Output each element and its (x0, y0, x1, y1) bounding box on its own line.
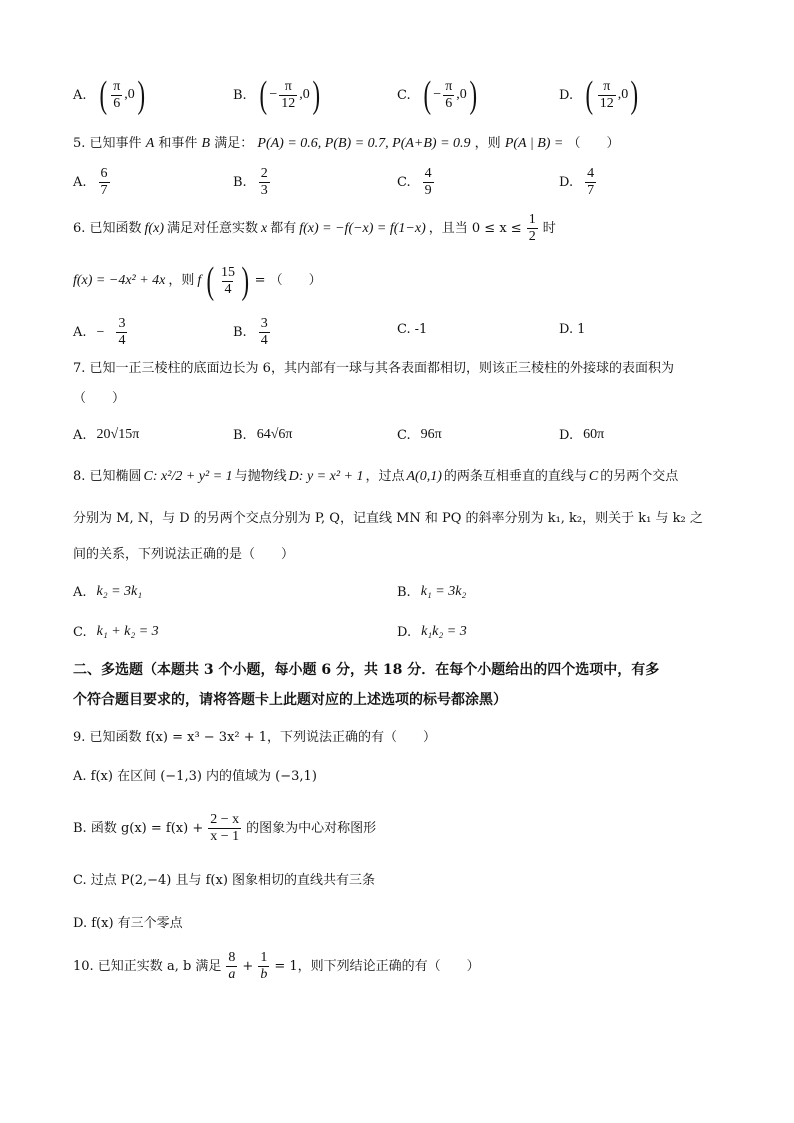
q10-plus: + (242, 958, 254, 974)
q7-option-c (397, 427, 442, 443)
option-text: k₁k₂ = 3 (421, 624, 467, 639)
q9-stem: 9. 已知函数 f(x) = x³ − 3x² + 1，下列说法正确的有（ ） (73, 730, 437, 745)
option-text: 1 (577, 322, 586, 337)
q8-option-b (397, 584, 466, 600)
option-text: -1 (414, 322, 428, 337)
q6-cond: ，且当 0 ≤ x ≤ (428, 220, 522, 236)
option-label: A. (73, 325, 87, 340)
section2-heading-line2: 个符合题目要求的，请将答题卡上此题对应的上述选项的标号都涂黑） (73, 692, 507, 708)
option-label: A. (73, 175, 87, 190)
q6-formula-line: f(x) = −4x² + 4x ，则 f ( $\frac{15}{4}$ ) = （ ） (73, 260, 322, 302)
q8-text-c: ，过点 (365, 469, 405, 484)
option-text: 20√15π (96, 427, 140, 442)
option-text: k₁ = 3k₂ (420, 584, 467, 599)
q5-option-b-frac: $\frac{2}{3}$ (260, 166, 268, 198)
q10-suffix: = 1，则下列结论正确的有（ ） (274, 958, 480, 974)
q5-blank: （ ） (567, 136, 620, 151)
q6-identity: f(x) = −f(−x) = f(1−x) (299, 220, 426, 236)
q8-parabola: D: y = x² + 1 (288, 469, 364, 484)
option-label: C. (397, 87, 411, 103)
q9-option-a: A. f(x) 在区间 (−1,3) 内的值域为 (−3,1) (73, 769, 317, 784)
q9-b-frac: $\frac{2 - x}{x - 1}$ (210, 812, 240, 844)
q5-mid2: 满足： (214, 136, 254, 151)
q7-stem: 7. 已知一正三棱柱的底面边长为 6，其内部有一球与其各表面都相切，则该正三棱柱的外接球的表面积为 (73, 361, 674, 376)
q8-text-e: 的另两个交点 (600, 469, 679, 484)
q6-prefix: 6. 已知函数 (73, 220, 142, 236)
q6-option-b: B. $\frac{3}{4}$ (233, 316, 268, 348)
q5-option-a (73, 166, 112, 199)
option-label: D. (559, 322, 574, 337)
option-label: B. (233, 427, 247, 443)
q8-option-a (73, 584, 142, 600)
q5-option-d-frac: $\frac{4}{7}$ (587, 166, 595, 198)
q10-frac2: $\frac{1}{b}$ (260, 950, 268, 982)
q4-option-c (397, 76, 479, 114)
q7-option-a (73, 427, 139, 443)
option-label: A. (73, 427, 87, 443)
q8-text-a: 8. 已知椭圆 (73, 469, 142, 484)
q4-option-c-expr: ( − $\frac{\pi}{6}$ ,0 ) (423, 74, 477, 116)
q4-option-b-expr: ( − $\frac{\pi}{12}$ ,0 ) (259, 74, 320, 116)
q9-option-c: C. 过点 P(2,−4) 且与 f(x) 图象相切的直线共有三条 (73, 873, 376, 888)
q4-option-a-expr: ( $\frac{\pi}{6}$ ,0 ) (99, 74, 145, 116)
q4-option-b (233, 76, 322, 114)
q6-half-frac: $\frac{1}{2}$ (528, 212, 536, 244)
q9-b-suffix: 的图象为中心对称图形 (246, 820, 377, 836)
q6-ask-expr: ( $\frac{15}{4}$ ) (206, 260, 250, 302)
q8-ellipse: C: x²/2 + y² = 1 (143, 469, 233, 484)
option-label: B. (233, 175, 247, 190)
q4-option-d (559, 76, 641, 114)
option-label: D. (559, 87, 574, 103)
option-label: B. (397, 584, 411, 600)
q5-condition: P(A) = 0.6, P(B) = 0.7, P(A+B) = 0.9 (257, 136, 471, 151)
q8-line2: 分别为 M, N，与 D 的另两个交点分别为 P, Q，记直线 MN 和 PQ 的斜率分别为 k₁, k₂，则关于 k₁ 与 k₂ 之 (73, 511, 703, 526)
option-label: C. (73, 624, 87, 640)
q6-cond-end: 时 (542, 220, 556, 236)
option-label: D. (559, 427, 574, 443)
q5-stem: 5. 已知事件 A 和事件 B 满足： P(A) = 0.6, P(B) = 0.7, P(A+B) = 0.9 ，则 P(A | B) = （ ） (73, 136, 620, 151)
section2-heading-line1: 二、多选题（本题共 3 个小题，每小题 6 分，共 18 分．在每个小题给出的四个选项中，有多 (73, 662, 660, 678)
q9-option-b (73, 812, 376, 845)
q6-blank: = （ ） (254, 273, 322, 288)
q6-option-c (397, 322, 427, 337)
option-label: D. (397, 624, 412, 640)
q8-text-b: 与抛物线 (234, 469, 287, 484)
q5-option-b (233, 166, 272, 199)
q7-option-d (559, 427, 604, 443)
q8-line3: 间的关系，下列说法正确的是（ ） (73, 547, 295, 562)
q10-stem (73, 950, 480, 983)
option-text: 64√6π (256, 427, 293, 442)
option-label: A. (73, 584, 87, 600)
q6-option-d (559, 322, 585, 337)
q5-ask: ，则 (474, 136, 501, 151)
q5-prefix: 5. 已知事件 (73, 136, 142, 151)
q8-option-c (73, 624, 159, 640)
q8-text-d: 的两条互相垂直的直线与 (443, 469, 587, 484)
q5-option-c (397, 166, 436, 199)
q4-option-d-expr: ( $\frac{\pi}{12}$ ,0 ) (585, 74, 639, 116)
q8-point: A(0,1) (406, 469, 442, 484)
option-label: B. (233, 325, 247, 340)
q6-formula: f(x) = −4x² + 4x (73, 273, 166, 288)
option-text: 60π (583, 427, 605, 442)
q10-frac1: $\frac{8}{a}$ (228, 950, 236, 982)
q9-b-prefix: B. 函数 g(x) = f(x) + (73, 820, 204, 836)
q5-option-d (559, 166, 598, 199)
q6-stem: 6. 已知函数 f(x) 满足对任意实数 x 都有 f(x) = −f(−x) = f(1−x) ，且当 0 ≤ x ≤ $\frac{1}{2}$ 时 (73, 212, 556, 244)
q8-line1: 8. 已知椭圆 C: x²/2 + y² = 1 与抛物线 D: y = x² + 1 ，过点 A(0,1) 的两条互相垂直的直线与 C 的另两个交点 (73, 469, 679, 484)
q6-option-a: A. − $\frac{3}{4}$ (73, 316, 126, 348)
option-text: k₁ + k₂ = 3 (96, 624, 159, 639)
q6-mid2: 都有 (270, 220, 297, 236)
q5-option-a-frac: $\frac{6}{7}$ (100, 166, 108, 198)
option-text: k₂ = 3k₁ (96, 584, 143, 599)
q5-mid1: 和事件 (158, 136, 198, 151)
q7-blank: （ ） (73, 391, 126, 406)
option-label: C. (397, 322, 411, 337)
option-label: D. (559, 175, 574, 190)
q6-ask: ，则 (168, 273, 195, 288)
option-text: 96π (420, 427, 442, 442)
q8-option-d (397, 624, 467, 640)
q6-mid: 满足对任意实数 (166, 220, 258, 236)
q10-prefix: 10. 已知正实数 a, b 满足 (73, 958, 222, 974)
option-label: A. (73, 87, 87, 103)
q5-option-c-frac: $\frac{4}{9}$ (424, 166, 432, 198)
option-label: C. (397, 175, 411, 190)
option-label: C. (397, 427, 411, 443)
option-label: B. (233, 87, 247, 103)
q5-ask-expr: P(A | B) = (504, 136, 564, 151)
q7-option-b (233, 427, 292, 443)
q4-option-a (73, 76, 147, 114)
q9-option-d: D. f(x) 有三个零点 (73, 916, 183, 931)
